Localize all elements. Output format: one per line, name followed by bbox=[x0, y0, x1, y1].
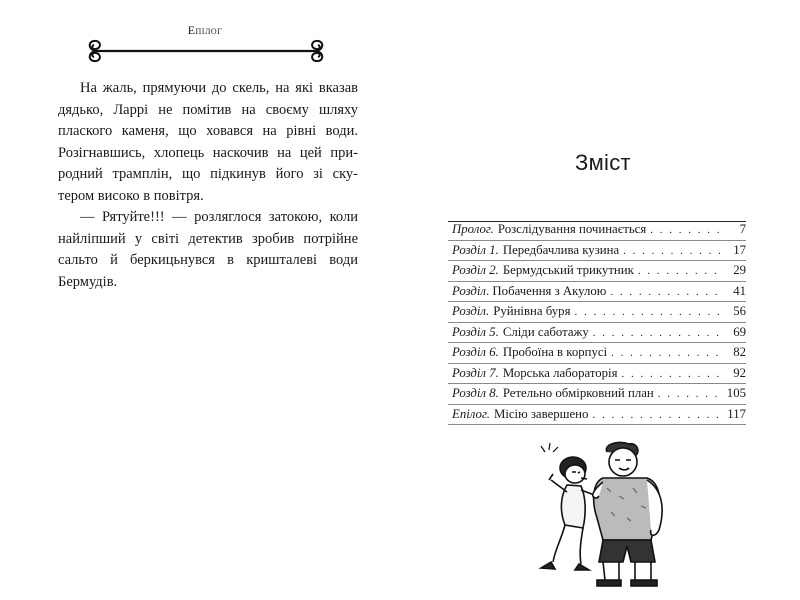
toc-entry-page: 105 bbox=[726, 386, 746, 400]
toc-entry-title: Передбачлива кузина bbox=[502, 242, 620, 257]
toc-entry-page: 82 bbox=[733, 345, 746, 359]
toc-entry-label: Розділ 2. bbox=[452, 263, 499, 277]
toc-list bbox=[452, 219, 746, 424]
dot-leader bbox=[610, 282, 720, 302]
toc-entry-title: . Побачення з Акулою bbox=[486, 283, 607, 298]
toc-entry-title: Пробоїна в корпусі bbox=[502, 345, 608, 359]
toc-entry-page: 17 bbox=[733, 242, 746, 257]
text-line: тером високо в повітря. bbox=[58, 187, 204, 204]
toc-entry[interactable] bbox=[452, 219, 746, 240]
toc-entry[interactable] bbox=[452, 260, 746, 281]
running-head: Епілог bbox=[187, 23, 223, 37]
paragraph bbox=[58, 78, 358, 207]
dot-leader bbox=[638, 261, 720, 281]
toc-entry-label: Епілог. bbox=[452, 406, 490, 421]
ornament-divider bbox=[85, 38, 327, 64]
text-line: найліпший у світі детектив зробив потрійне bbox=[58, 230, 358, 247]
dot-leader bbox=[622, 364, 721, 384]
dot-leader bbox=[611, 343, 720, 363]
toc-entry-label: Розділ 7. bbox=[452, 365, 499, 380]
boy-figure bbox=[541, 443, 597, 570]
dot-leader bbox=[593, 323, 720, 343]
text-line: плаского каменя, що ховався на рівні води. bbox=[58, 123, 358, 139]
text-line: родний трамплін, що підкинув його зі ску- bbox=[58, 166, 358, 182]
toc-entry-title: Бермудський трикутник bbox=[502, 263, 634, 277]
toc-entry[interactable] bbox=[452, 240, 746, 261]
toc-entry-label: Розділ 1. bbox=[452, 242, 499, 257]
man-figure bbox=[593, 442, 662, 586]
dot-leader bbox=[574, 302, 720, 322]
toc-entry-page: 7 bbox=[739, 222, 746, 236]
toc-entry[interactable] bbox=[452, 342, 746, 363]
toc-entry-title: Місію завершено bbox=[493, 406, 589, 421]
toc-entry[interactable] bbox=[452, 404, 746, 425]
toc-entry-title: Ретельно обмірковний план bbox=[502, 386, 654, 400]
paragraph bbox=[58, 207, 358, 293]
toc-title: Зміст bbox=[575, 150, 631, 175]
text-line: дядько, Ларрі не помітив на своєму шляху bbox=[58, 101, 358, 118]
text-line: Бермудів. bbox=[58, 273, 118, 290]
dot-leader bbox=[650, 220, 720, 240]
toc-entry-title: Розслідування починається bbox=[497, 222, 647, 236]
toc-entry[interactable] bbox=[452, 322, 746, 343]
toc-entry-label: Розділ. bbox=[452, 304, 490, 318]
cartoon-illustration bbox=[523, 440, 683, 590]
text-line: На жаль, прямуючи до скель, на які вказав bbox=[80, 80, 358, 96]
toc-entry-page: 41 bbox=[733, 283, 746, 298]
toc-entry-page: 92 bbox=[733, 365, 746, 380]
toc-entry-label: Розділ 5. bbox=[452, 324, 499, 339]
toc-entry-page: 69 bbox=[733, 324, 746, 339]
text-line: Розігнавшись, хлопець наскочив на цей при- bbox=[58, 144, 358, 161]
toc-entry[interactable] bbox=[452, 363, 746, 384]
toc-entry-title: Руйнівна буря bbox=[493, 304, 571, 318]
dot-leader bbox=[592, 405, 720, 425]
toc-entry-label: Розділ bbox=[452, 283, 487, 298]
toc-entry-title: Морська лабораторія bbox=[502, 365, 618, 380]
toc-entry-label: Розділ 6. bbox=[452, 345, 499, 359]
text-line: сальто й беркицьнувся в кришталеві води bbox=[58, 252, 358, 268]
toc-entry-label: Розділ 8. bbox=[452, 386, 499, 400]
toc-entry-page: 29 bbox=[733, 263, 746, 277]
dot-leader bbox=[623, 241, 720, 261]
toc-entry[interactable] bbox=[452, 301, 746, 322]
dot-leader bbox=[658, 384, 720, 404]
toc-entry[interactable] bbox=[452, 383, 746, 404]
toc-entry-page: 117 bbox=[727, 406, 746, 421]
story-text bbox=[58, 78, 358, 293]
toc-entry-title: Сліди саботажу bbox=[502, 324, 589, 339]
toc-entry-label: Пролог. bbox=[452, 222, 494, 236]
text-line: — Рятуйте!!! — розляглося затокою, коли bbox=[80, 209, 358, 225]
toc-entry[interactable] bbox=[452, 281, 746, 302]
toc-entry-page: 56 bbox=[733, 304, 746, 318]
